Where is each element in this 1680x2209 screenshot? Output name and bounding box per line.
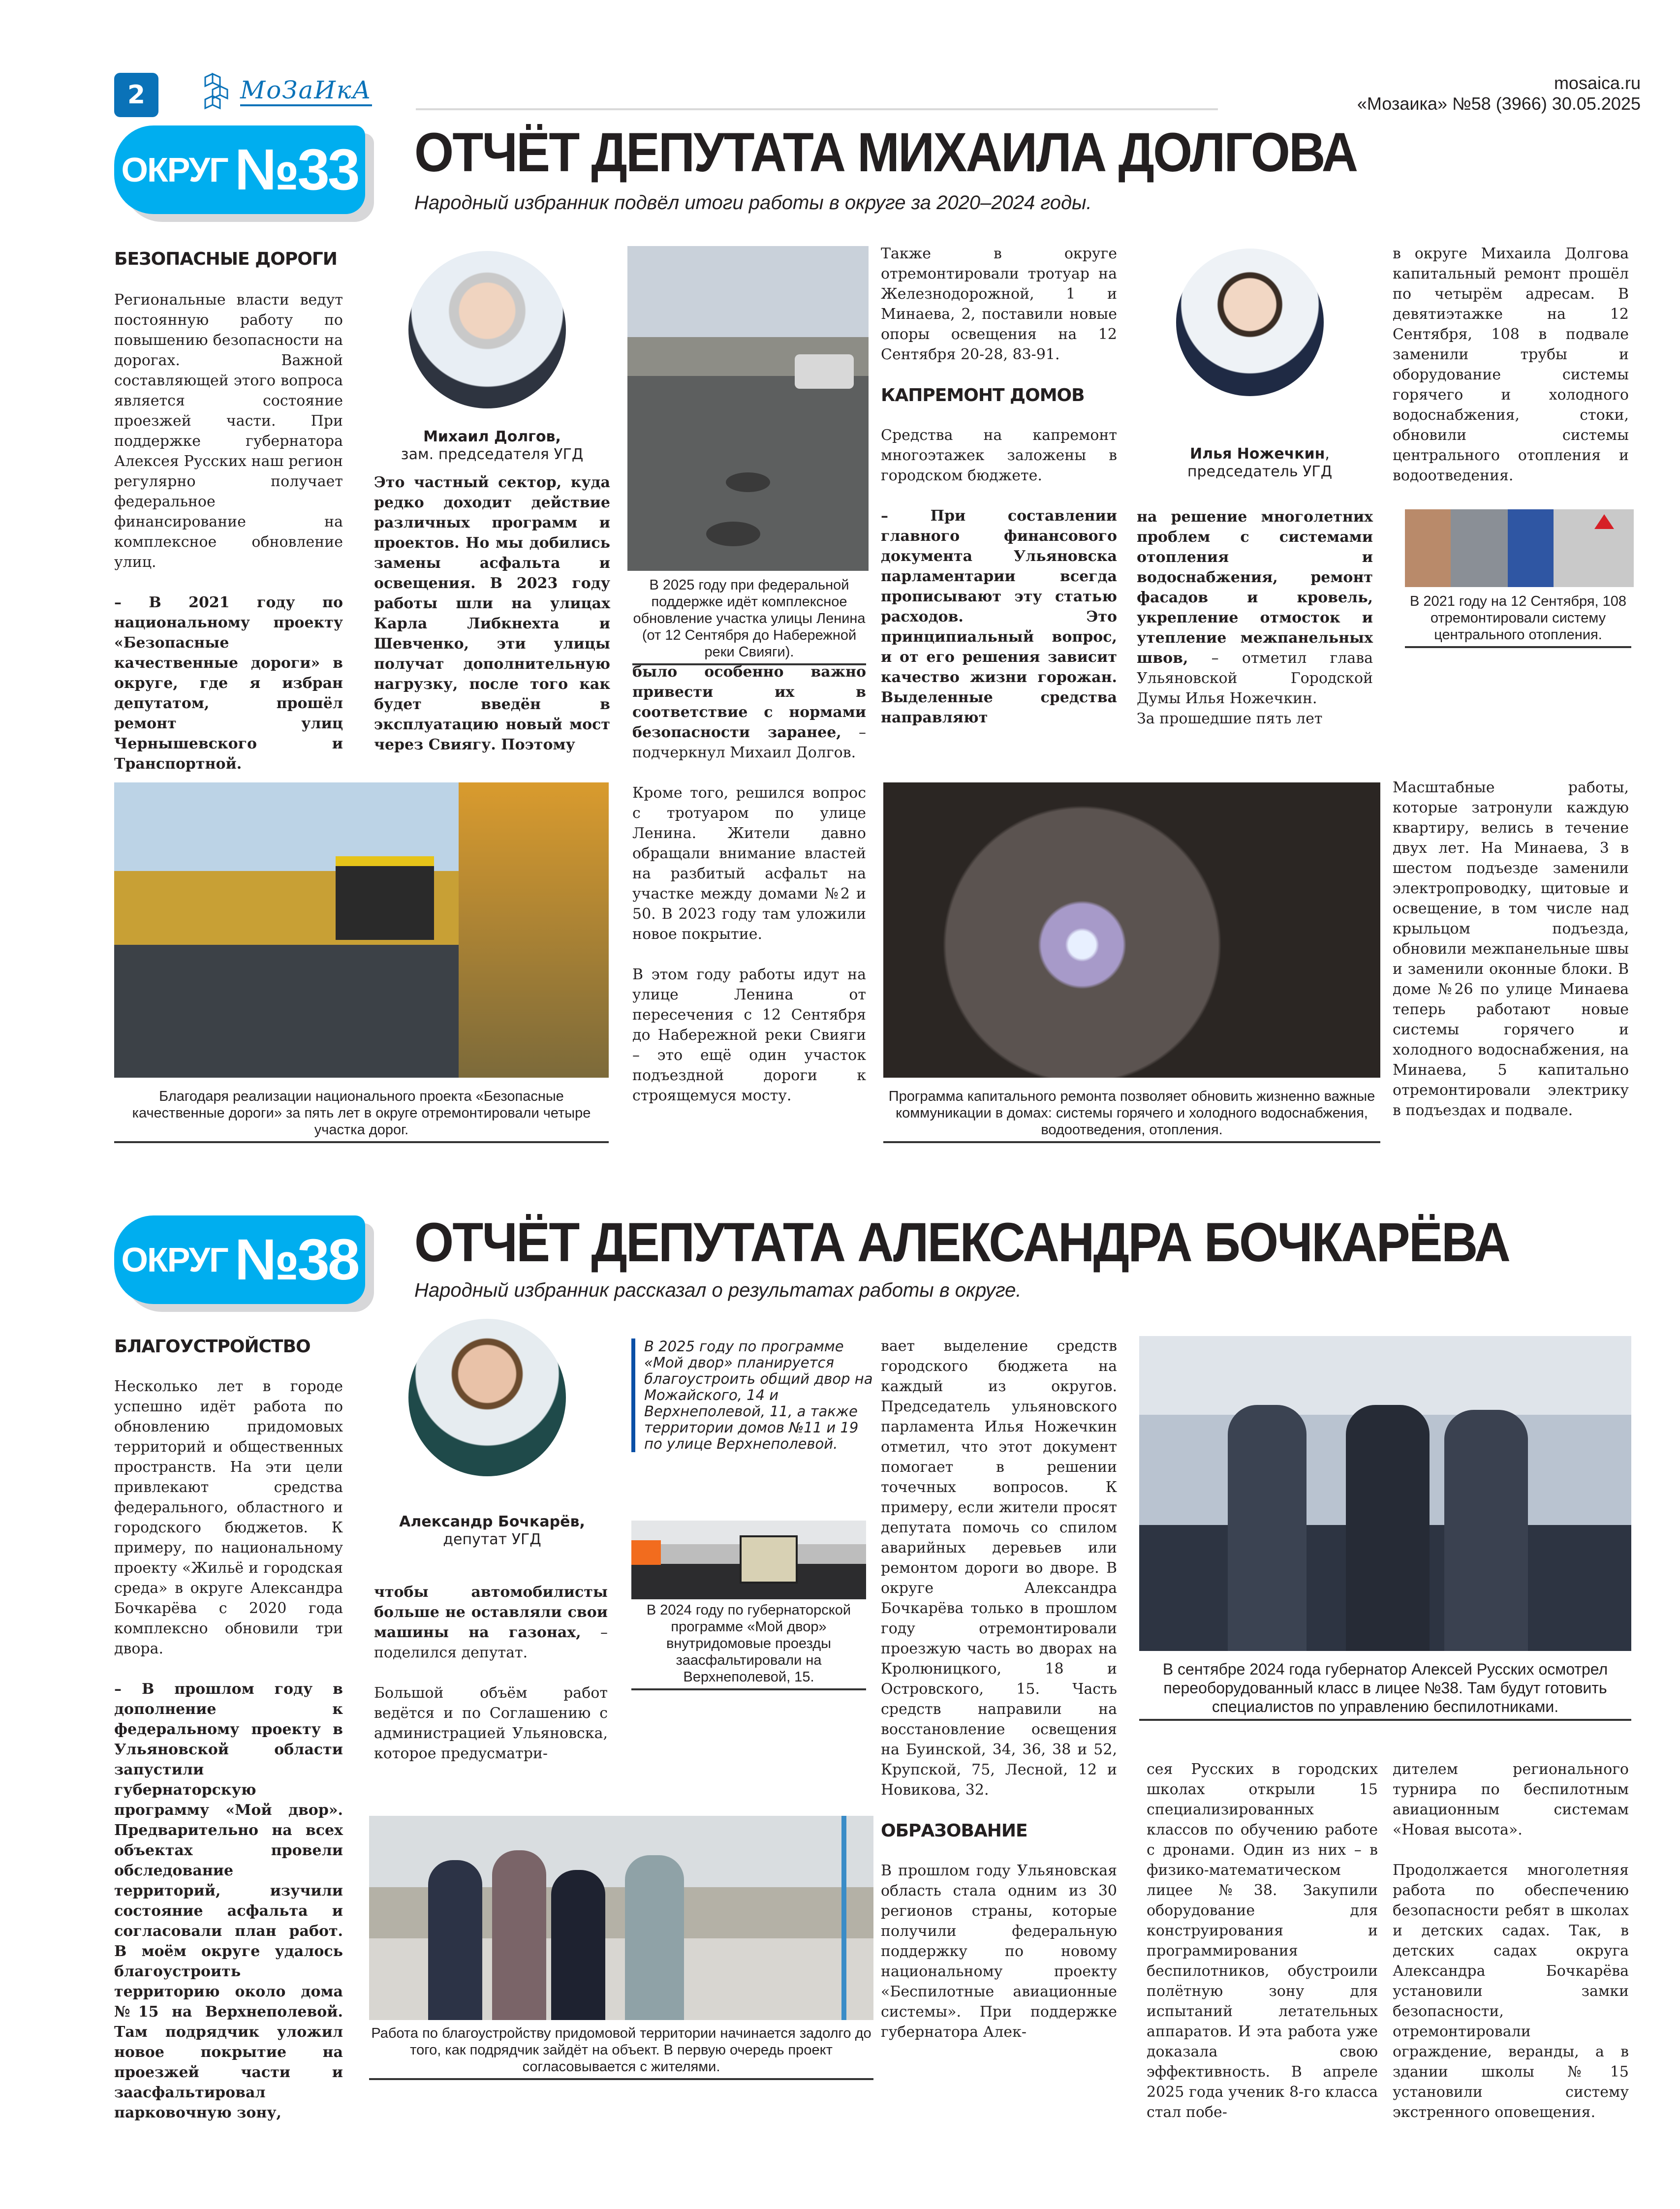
quote-paragraph: Это частный сектор, куда редко доходит действие различных программ и проектов. Но мы добились замены асфальта и освещения. В 2023 году работы шли на улицах Карла Либкнехта и Шевченко, эти улицы получат дополнительную нагрузку, после того как будет введён в эксплуатацию новый мост через Свиягу. Поэтому: [374, 474, 610, 753]
site-url: mosaica.ru: [1554, 73, 1641, 93]
article2-headline: ОТЧЁТ ДЕПУТАТА АЛЕКСАНДРА БОЧКАРЁВА: [414, 1212, 1510, 1273]
quote-bold: чтобы автомобилисты больше не оставляли свои машины на газонах,: [374, 1584, 608, 1641]
page-number: 2: [127, 80, 146, 110]
paragraph: Кроме того, решился вопрос с тротуаром по улице Ленина. Жители давно обращали внимание властей на разбитый асфальт на участке между домами №2 и 50. В 2023 году там уложили новое покрытие.: [632, 784, 866, 943]
photo-caption: В 2021 году на 12 Сентября, 108 отремонтировали систему центрального отопления.: [1405, 593, 1631, 648]
article1-dek: Народный избранник подвёл итоги работы в округе за 2020–2024 годы.: [414, 192, 1092, 214]
paragraph: За прошедшие пять лет: [1137, 710, 1323, 727]
callout-text: В 2025 году по программе «Мой двор» планируется благоустроить общий двор на Можайского, 14 и Верхнеполевой, 11, а также территории домов №11 и 19 по улице Верхнеполевой.: [644, 1338, 873, 1452]
photo-caption: В 2025 году при федеральной поддержке идёт комплексное обновление участка улицы Ленина (от 12 Сентября до Набережной реки Свияги).: [632, 577, 866, 665]
paragraph: Масштабные работы, которые затронули каждую квартиру, велись в течение двух лет. На Минаева, 3 в шестом подъезде заменили электропроводку, щитовые и освещение, в том числе над крыльцом подъезда, обновили межпанельные швы и заменили оконные блоки. В доме №26 по улице Минаева теперь работают новые системы горячего и холодного водоснабжения, на Минаева, 5 капитально отремонтировали электрику в подъездах и подвале.: [1393, 779, 1629, 1119]
person-role: депутат УГД: [443, 1531, 541, 1548]
photo-caption: В сентябре 2024 года губернатор Алексей Русских осмотрел переоборудованный класс в лицее №38. Там будут готовить специалистов по управлению беспилотниками.: [1139, 1656, 1631, 1721]
paragraph: Большой объём работ ведётся и по Соглашению с администрацией Ульяновска, которое предусматри-: [374, 1684, 608, 1762]
person-role: зам. председателя УГД: [401, 446, 584, 463]
photo-caption: В 2024 году по губернаторской программе «Мой двор» внутридомовые проезды заасфальтировали на Верхнеполевой, 15.: [631, 1602, 866, 1690]
quote-attribution: – поделился депутат.: [374, 1624, 608, 1661]
person-name: Александр Бочкарёв,: [399, 1513, 585, 1530]
portrait-mikhail-dolgov: [408, 251, 566, 408]
article2-column-1: [114, 1336, 343, 2143]
photo-heating-pipes: [1405, 509, 1634, 587]
photo-caption: Программа капитального ремонта позволяет обновить жизненно важные коммуникации в домах: системы горячего и холодного водоснабжения, водоотведения, отопления.: [883, 1085, 1380, 1143]
section-title-education: ОБРАЗОВАНИЕ: [881, 1821, 1027, 1841]
paragraph: сея Русских в городских школах открыли 15 специализированных классов по обучению работе с дронами. Один из них – в физико-математическом лицее №38. Закупили оборудование для конструирования и программирования беспилотников, обустроили полётную зону для испытаний летательных аппаратов. И эта работа уже доказала свою эффективность. В апреле 2025 года ученик 8-го класса стал побе-: [1147, 1761, 1378, 2121]
badge-label: ОКРУГ: [121, 151, 228, 189]
person1-caption: [369, 428, 615, 464]
article1-headline: ОТЧЁТ ДЕПУТАТА МИХАИЛА ДОЛГОВА: [414, 122, 1357, 183]
quote-bold: на решение многолетних проблем с системами отопления и водоснабжения, ремонт фасадов и кровель, укрепление отмосток и утепление межпанельных швов,: [1137, 508, 1373, 667]
quote-paragraph: [374, 1582, 608, 1663]
person-name: Илья Ножечкин: [1190, 445, 1325, 463]
paragraph: В прошлом году Ульяновская область стала одним из 30 регионов страны, которые получили федеральную поддержку по новому национальному проекту «Беспилотные авиационные системы». При поддержке губернатора Алек-: [881, 1862, 1117, 2041]
header-rule: [416, 108, 1218, 110]
mosaic-cubes-icon: [203, 71, 237, 111]
badge-label: ОКРУГ: [121, 1241, 228, 1279]
article1-column-4: [881, 244, 1117, 748]
photo-welding-basement: [883, 782, 1380, 1078]
issue-info: «Мозаика» №58 (3966) 30.05.2025: [1357, 93, 1641, 114]
district-badge-38: [114, 1215, 380, 1314]
article1-column-2: [374, 472, 610, 775]
article1-column-1: [114, 249, 343, 794]
quote-paragraph: – В 2021 году по национальному проекту «Безопасные качественные дороги» в округе, где я избран депутатом, прошёл ремонт улиц Чернышевского и Транспортной.: [114, 594, 343, 773]
paragraph: Также в округе отремонтировали тротуар на Железнодорожной, 1 и Минаева, 2, поставили новые опоры освещения на 12 Сентября 20-28, 83-91.: [881, 245, 1117, 363]
article2-column-6: [1393, 1759, 1629, 2143]
article1-column-5: [1137, 507, 1373, 749]
paragraph: Региональные власти ведут постоянную работу по повышению безопасности на дорогах. Важной составляющей этого вопроса является состояние проезжей части. При поддержке губернатора Алексея Русских наш регион регулярно получает федеральное финансирование на комплексное обновление улиц.: [114, 291, 343, 571]
quote-bold: было особенно важно привести их в соответствие с нормами безопасности заранее,: [632, 663, 866, 741]
paragraph: в округе Михаила Долгова капитальный ремонт прошёл по четырём адресам. В девятиэтажке на 12 Сентября, 108 в подвале заменили трубы и оборудование системы горячего и холодного водоснабжения, стоки, обновили системы центрального отопления и водоотведения.: [1393, 245, 1629, 484]
quote-paragraph: – В прошлом году в дополнение к федеральному проекту в Ульяновской области запустили губернаторскую программу «Мой двор». Предварительно на всех объектах провели обследование территорий, изучили состояние асфальта и согласовали план работ. В моём округе удалось благоустроить территорию около дома №15 на Верхнеполевой. Там подрядчик уложил новое покрытие на проезжей части и заасфальтировал парковочную зону,: [114, 1680, 343, 2121]
logo-text: МоЗаИкА: [240, 76, 372, 106]
photo-caption: Благодаря реализации национального проекта «Безопасные качественные дороги» за пять лет в округе отремонтировали четыре участка дорог.: [114, 1085, 609, 1143]
quote-paragraph: – При составлении главного финансового документа Ульяновска парламентарии всегда прописывают эту статью расходов. Это принципиальный вопрос, и от его решения зависит качество жизни горожан. Выделенные средства направляют: [881, 507, 1117, 726]
paragraph: вает выделение средств городского бюджета на каждый из округов. Председатель ульяновского парламента Илья Ножечкин отметил, что этот документ помогает в решении точечных вопросов. К примеру, если жители просят депутата помочь со спилом аварийных деревьев или ремонтом дороги во дворе. В округе Александра Бочкарёва только в прошлом году отремонтировали проезжую часть во дворах на Кролюницкого, 18 и Островского, 15. Часть средств направили на восстановление освещения на Буинской, 34, 36, 38 и 52, Крупской, 75, Лесной, 12 и Новикова, 32.: [881, 1338, 1117, 1799]
paragraph: Средства на капремонт многоэтажек заложены в городском бюджете.: [881, 427, 1117, 484]
person-role: председатель УГД: [1187, 463, 1333, 480]
quote-attribution: – отметил глава Ульяновской Городской Думы Илья Ножечкин.: [1137, 650, 1373, 707]
photo-caption: Работа по благоустройству придомовой территории начинается задолго до того, как подрядчик зайдёт на объект. В первую очередь проект согласовывается с жителями.: [369, 2025, 873, 2080]
article2-column-2: [374, 1582, 608, 1784]
person3-caption: [369, 1513, 615, 1549]
photo-road-roller: [631, 1521, 866, 1599]
portrait-alexander-bochkarev: [408, 1319, 566, 1476]
section-title-capital-repair: КАПРЕМОНТ ДОМОВ: [881, 385, 1085, 405]
paragraph: дителем регионального турнира по беспилотным авиационным системам «Новая высота».: [1393, 1761, 1629, 1838]
portrait-ilya-nozhechkin: [1176, 249, 1324, 396]
quote-attribution: – подчеркнул Михаил Долгов.: [632, 724, 866, 761]
quote-paragraph: [1137, 507, 1373, 709]
photo-residents-courtyard: [369, 1816, 873, 2020]
article2-column-5: [1147, 1759, 1378, 2143]
paragraph: Продолжается многолетняя работа по обеспечению безопасности ребят в школах и детских садах. Так, в детских садах округа Александра Бочкарёва установили замки безопасности, отремонтировали ограждение, веранды, а в здании школы №15 установили систему экстренного оповещения.: [1393, 1862, 1629, 2121]
district-badge-33: [114, 125, 380, 224]
article2-dek: Народный избранник рассказал о результатах работы в округе.: [414, 1279, 1022, 1301]
section-title-safe-roads: БЕЗОПАСНЫЕ ДОРОГИ: [114, 249, 337, 269]
section-title-landscaping: БЛАГОУСТРОЙСТВО: [114, 1337, 311, 1357]
person2-caption: Илья Ножечкин, председатель УГД: [1137, 445, 1383, 481]
photo-governor-classroom: [1139, 1336, 1631, 1651]
photo-lenin-street: [627, 246, 869, 571]
quote-paragraph: [632, 662, 866, 763]
person-name: Михаил Долгов,: [423, 428, 561, 445]
article1-column-6b: [1393, 778, 1629, 1141]
article2-column-4: [881, 1336, 1117, 2062]
callout-box: [631, 1338, 880, 1452]
article1-column-6: [1393, 244, 1629, 506]
photo-asphalt-paver: [114, 782, 609, 1078]
paragraph: Несколько лет в городе успешно идёт работа по обновлению придомовых территорий и общественных пространств. На эти цели привлекают средства федерального, областного и городского бюджетов. К примеру, по национальному проекту «Жильё и городская среда» в округе Александра Бочкарёва с 2020 года комплексно обновили три двора.: [114, 1378, 343, 1657]
badge-number: №33: [234, 137, 358, 202]
badge-number: №38: [234, 1227, 358, 1292]
paragraph: В этом году работы идут на улице Ленина от пересечения с 12 Сентября до Набережной реки Свияги – это ещё один участок подъездной дороги к строящемуся мосту.: [632, 966, 866, 1104]
page-number-badge: [114, 73, 158, 117]
article1-column-3: [632, 662, 866, 1126]
logo: [203, 69, 375, 113]
